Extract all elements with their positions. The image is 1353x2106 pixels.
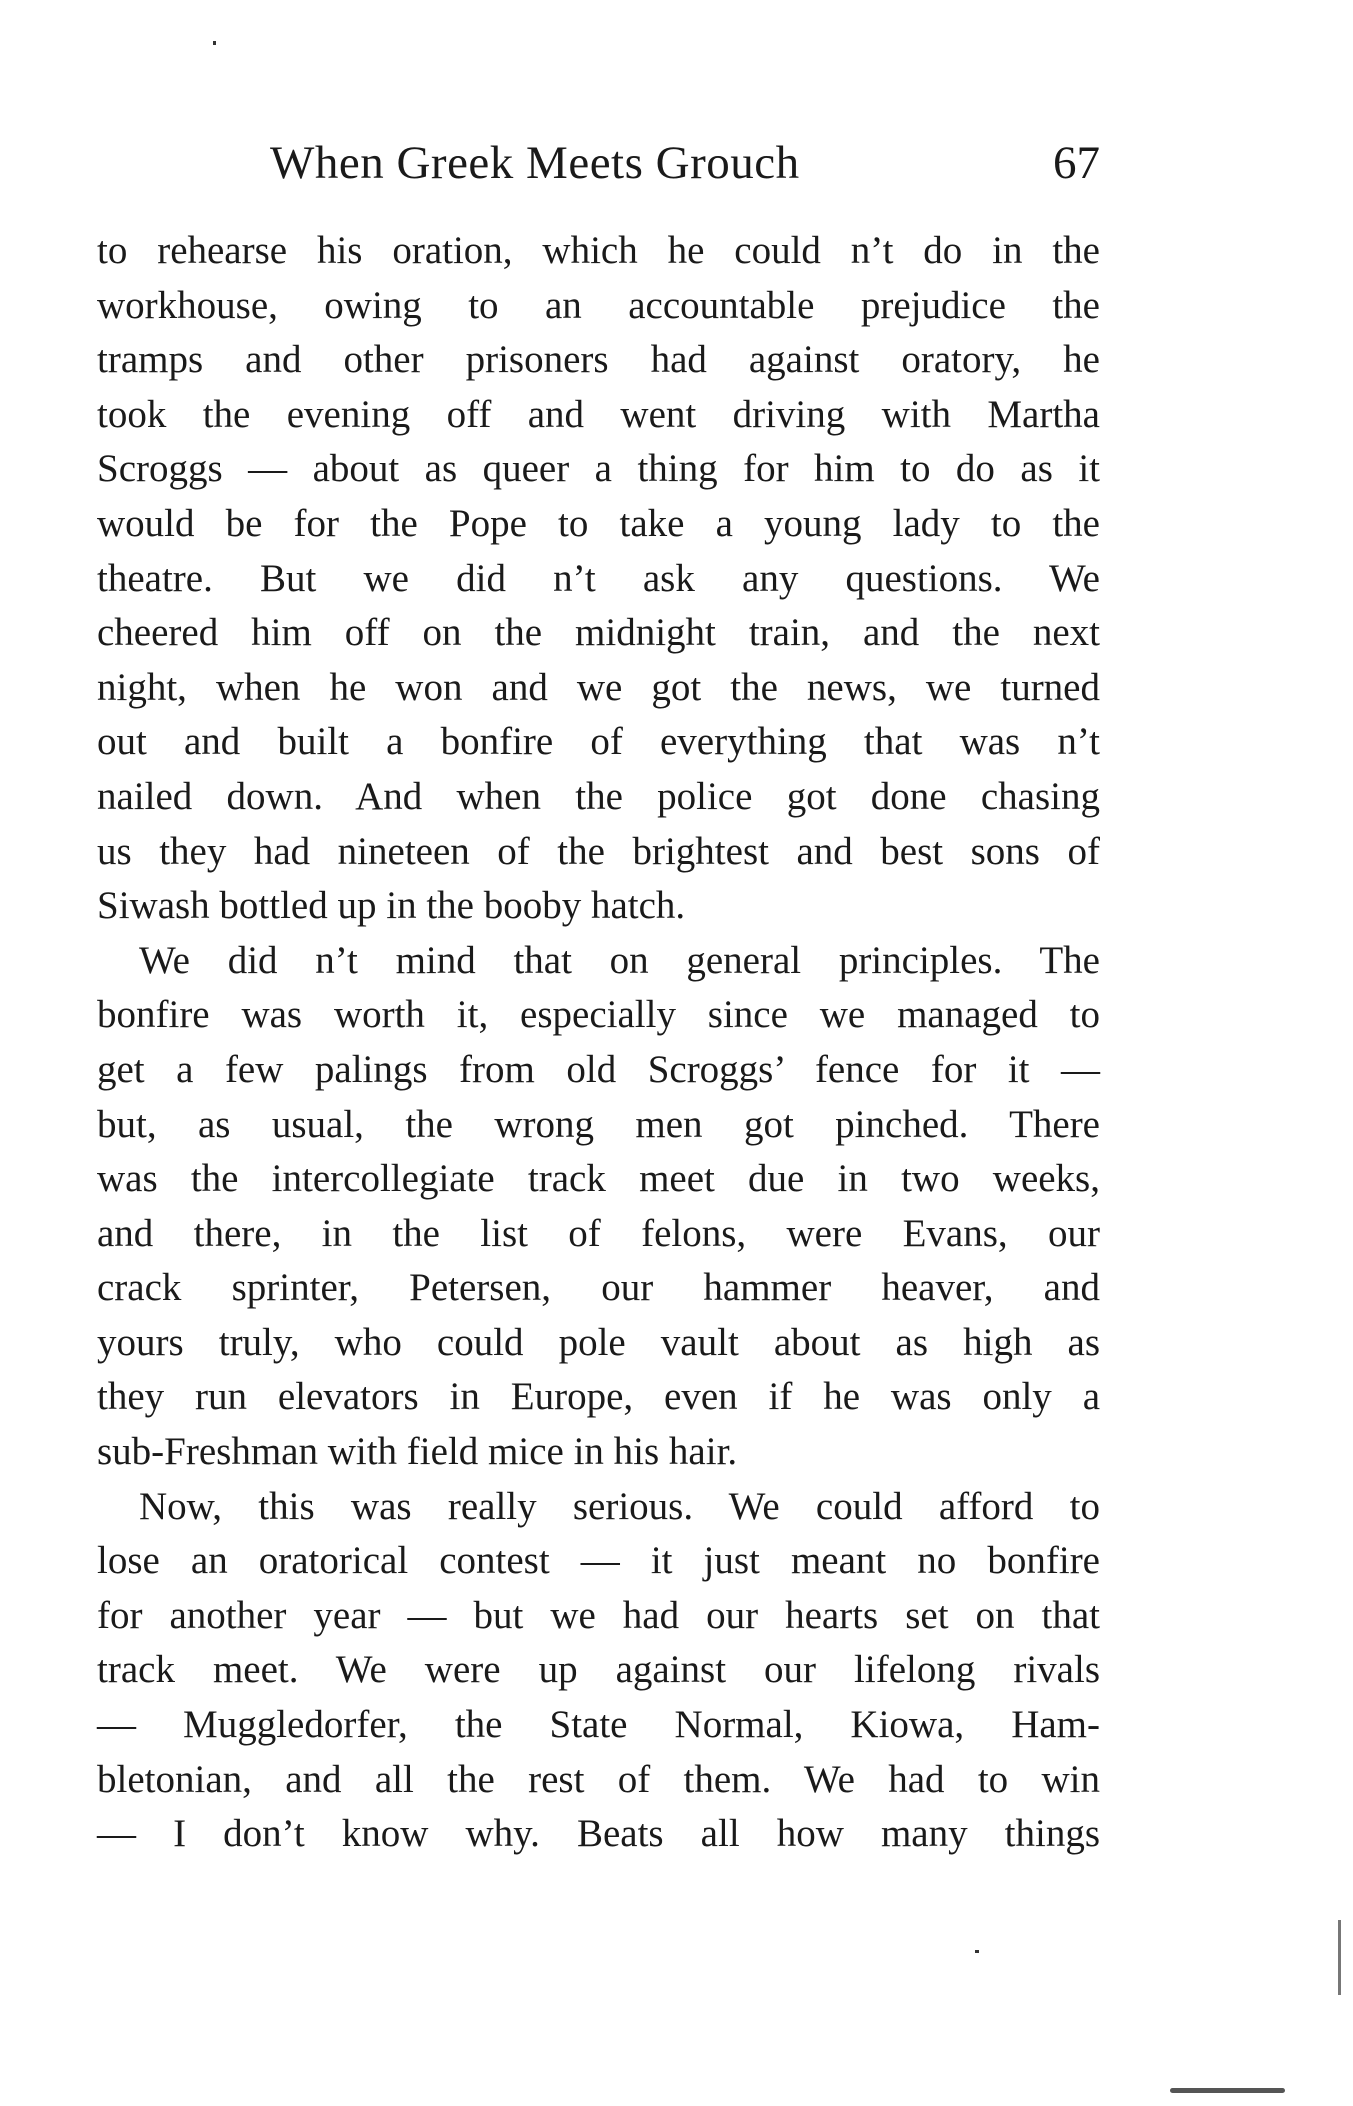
- text-line: Siwash bottled up in the booby hatch.: [97, 884, 686, 928]
- running-header: [270, 136, 1100, 196]
- text-line: Scroggs — about as queer a thing for him to do as it: [97, 447, 1100, 491]
- scan-speck: [213, 41, 216, 45]
- paragraph: [97, 934, 1100, 1480]
- text-line: bonfire was worth it, especially since we managed to: [97, 993, 1100, 1037]
- paragraph: [97, 224, 1100, 934]
- running-title: When Greek Meets Grouch: [270, 137, 800, 189]
- text-line: out and built a bonfire of everything that was n’t: [97, 720, 1100, 764]
- text-line: lose an oratorical contest — it just meant no bonfire: [97, 1539, 1100, 1583]
- text-line: and there, in the list of felons, were Evans, our: [97, 1211, 1100, 1255]
- text-line: was the intercollegiate track meet due in two weeks,: [97, 1157, 1100, 1201]
- text-line: workhouse, owing to an accountable prejudice the: [97, 283, 1100, 327]
- text-line: night, when he won and we got the news, we turned: [97, 665, 1100, 709]
- text-line: yours truly, who could pole vault about as high as: [97, 1320, 1100, 1364]
- scan-edge-mark: [1338, 1920, 1341, 1995]
- text-line: cheered him off on the midnight train, and the next: [97, 611, 1100, 655]
- text-line: crack sprinter, Petersen, our hammer heaver, and: [97, 1266, 1100, 1310]
- text-line: get a few palings from old Scroggs’ fence for it —: [97, 1047, 1100, 1091]
- paragraph: [97, 1480, 1100, 1862]
- text-line: — Muggledorfer, the State Normal, Kiowa, Ham-: [97, 1703, 1100, 1747]
- text-line: tramps and other prisoners had against oratory, he: [97, 338, 1100, 382]
- text-line: theatre. But we did n’t ask any questions. We: [97, 556, 1100, 600]
- text-line: — I don’t know why. Beats all how many things: [97, 1812, 1100, 1856]
- text-line: they run elevators in Europe, even if he was only a: [97, 1375, 1100, 1419]
- text-line: us they had nineteen of the brightest and best sons of: [97, 829, 1100, 873]
- text-line: track meet. We were up against our lifelong rivals: [97, 1648, 1100, 1692]
- text-line: for another year — but we had our hearts set on that: [97, 1593, 1100, 1637]
- page-body: [97, 224, 1100, 1862]
- text-line: to rehearse his oration, which he could n’t do in the: [97, 229, 1100, 272]
- page-number: 67: [1053, 137, 1100, 189]
- text-line: We did n’t mind that on general principles. The: [139, 938, 1100, 982]
- text-line: would be for the Pope to take a young lady to the: [97, 501, 1100, 545]
- text-line: sub-Freshman with field mice in his hair.: [97, 1430, 738, 1474]
- scan-speck: [975, 1950, 979, 1953]
- text-line: Now, this was really serious. We could afford to: [139, 1484, 1100, 1528]
- text-line: but, as usual, the wrong men got pinched. There: [97, 1102, 1100, 1146]
- text-line: took the evening off and went driving with Martha: [97, 392, 1100, 436]
- text-line: nailed down. And when the police got done chasing: [97, 774, 1100, 818]
- scan-edge-mark: [1170, 2088, 1285, 2093]
- text-line: bletonian, and all the rest of them. We had to win: [97, 1757, 1100, 1801]
